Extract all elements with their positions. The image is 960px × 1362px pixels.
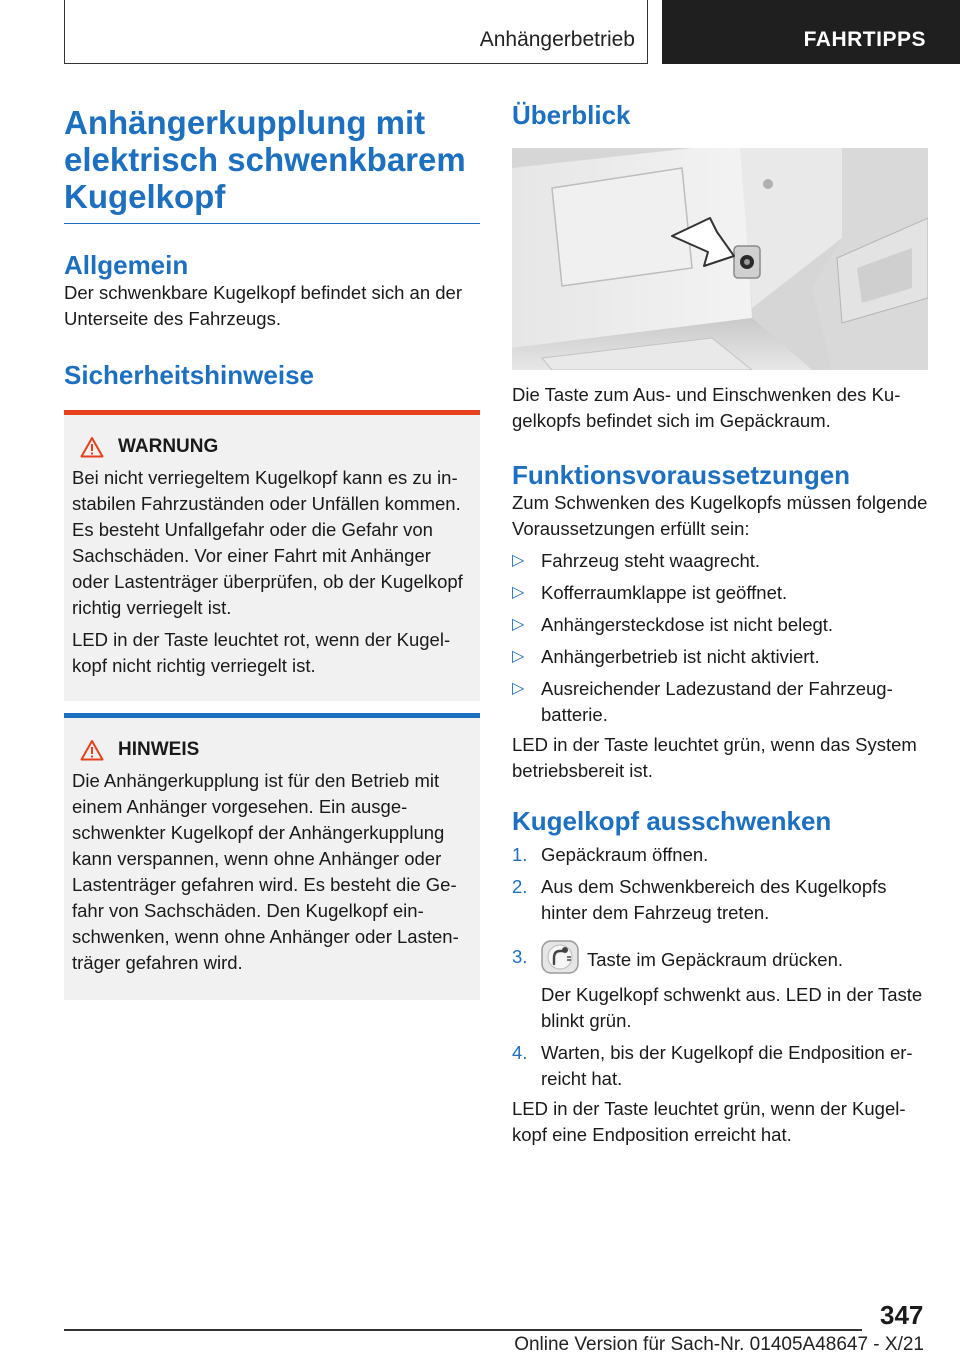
step-number: 4. <box>512 1042 528 1063</box>
warning-title <box>72 433 472 461</box>
kugel-outro: LED in der Taste leuchtet grün, wenn der Kugelkopf eine Endposition erreicht hat. <box>512 1098 906 1145</box>
list-item: 4. Warten, bis der Kugelkopf die Endposition erreicht hat. <box>512 1042 913 1089</box>
step-number: 1. <box>512 844 528 865</box>
allgemein-text: Der schwenkbare Kugelkopf befindet sich an der Unterseite des Fahrzeugs. <box>64 282 462 329</box>
list-bullet: ▷ <box>512 648 525 665</box>
warning-triangle-icon <box>80 739 104 761</box>
steps-list <box>512 842 928 1092</box>
left-column <box>64 104 480 1000</box>
warning-paragraph-2: LED in der Taste leuchtet rot, wenn der Kugelkopf nicht richtig verriegelt ist. <box>72 629 451 676</box>
heading-ueberblick: Überblick <box>512 100 631 130</box>
list-bullet: ▷ <box>512 584 525 601</box>
trunk-illustration <box>512 148 928 370</box>
list-bullet: ▷ <box>512 616 525 633</box>
header-chapter-tab <box>662 0 960 64</box>
conditions-list <box>512 548 928 728</box>
heading-funktionsvoraussetzungen: Funktionsvoraussetzungen <box>512 460 851 490</box>
step-number: 3. <box>512 946 528 967</box>
header-section-title: Anhängerbetrieb <box>479 28 635 51</box>
heading-kugelkopf-ausschwenken: Kugelkopf ausschwenken <box>512 806 832 836</box>
warning-paragraph-1: Bei nicht verriegeltem Kugelkopf kann es zu instabilen Fahrzuständen oder Unfällen kommen. Es besteht Unfallgefahr oder die Gefahr von Sachschäden. Vor einer Fahrt mit Anhänger oder Lastenträger überprüfen, ob der Kugelkopf richtig verriegelt ist. <box>72 467 463 618</box>
list-item: ▷ Anhängerbetrieb ist nicht aktiviert. <box>512 644 928 670</box>
list-item: ▷ Anhängersteckdose ist nicht belegt. <box>512 612 928 638</box>
footer-version-text: Online Version für Sach-Nr. 01405A48647 - X/21 <box>514 1334 924 1355</box>
list-bullet: ▷ <box>512 552 525 569</box>
list-item: 3. Taste im Gepäckraum drücken. Der Kugelkopf schwenkt aus. LED in der Taste blinkt grün. <box>512 944 928 1034</box>
heading-allgemein: Allgemein <box>64 250 189 280</box>
ueberblick-caption: Die Taste zum Aus- und Einschwenken des Kugelkopfs befindet sich im Gepäckraum. <box>512 384 901 431</box>
warning-box <box>64 410 480 701</box>
list-item: 1. Gepäckraum öffnen. <box>512 842 928 868</box>
step-number: 2. <box>512 876 528 897</box>
tow-hitch-button-icon <box>541 940 579 974</box>
list-bullet: ▷ <box>512 680 525 697</box>
list-item: 2. Aus dem Schwenkbereich des Kugelkopfs hinter dem Fahrzeug treten. <box>512 876 887 923</box>
list-item: ▷ Fahrzeug steht waagrecht. <box>512 548 928 574</box>
heading-sicherheitshinweise: Sicherheitshinweise <box>64 360 314 390</box>
funktion-intro: Zum Schwenken des Kugelkopfs müssen folgende Voraussetzungen erfüllt sein: <box>512 492 928 539</box>
funktion-outro: LED in der Taste leuchtet grün, wenn das System betriebsbereit ist. <box>512 734 917 781</box>
list-item: ▷ Kofferraumklappe ist geöffnet. <box>512 580 928 606</box>
step-3-result: Der Kugelkopf schwenkt aus. LED in der Taste blinkt grün. <box>541 984 923 1031</box>
warning-label: WARNUNG <box>118 436 219 457</box>
right-column <box>512 100 928 1148</box>
page-number: 347 <box>880 1300 924 1330</box>
footer-divider <box>64 1329 862 1331</box>
note-box <box>64 713 480 1000</box>
header-chapter-title: FAHRTIPPS <box>803 28 926 51</box>
list-item: ▷ Ausreichender Ladezustand der Fahrzeugbatterie. <box>512 678 893 725</box>
note-label: HINWEIS <box>118 739 200 760</box>
warning-triangle-icon <box>80 436 104 458</box>
page-title: Anhängerkupplung mit elektrisch schwenkbarem Kugelkopf <box>64 104 480 224</box>
note-paragraph-1: Die Anhängerkupplung ist für den Betrieb mit einem Anhänger vorgesehen. Ein ausgeschwenkter Kugelkopf der Anhängerkupplung kann verspannen, wenn ohne Anhänger oder Lastenträger gefahren wird. Es besteht die Gefahr von Sachschäden. Den Kugelkopf einschwenken, wenn ohne Anhänger oder Lastenträger gefahren wird. <box>72 770 459 973</box>
note-title <box>72 736 472 764</box>
header-section-box <box>64 0 648 64</box>
